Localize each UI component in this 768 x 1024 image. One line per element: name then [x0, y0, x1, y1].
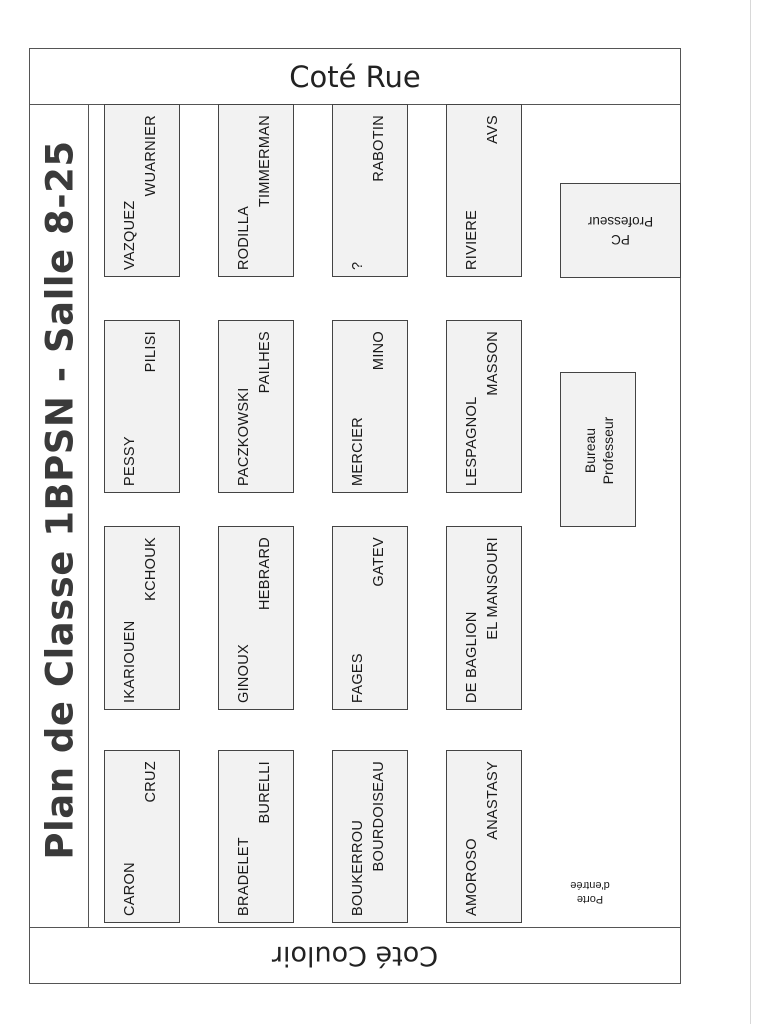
desk-name-1: IKARIOUEN: [122, 620, 138, 703]
title-divider: [88, 104, 89, 927]
desk-6: [218, 320, 294, 493]
desk-12: [332, 750, 408, 923]
desk-name-1: VAZQUEZ: [122, 200, 138, 270]
desk-name-2: RABOTIN: [371, 115, 387, 182]
desk-name-2: AVS: [485, 115, 501, 144]
desk-name-2: BURELLI: [257, 761, 273, 824]
desk-15: [446, 526, 522, 710]
desk-name-2: MASSON: [485, 331, 501, 396]
desk-3: [104, 526, 180, 710]
desk-name-1: BRADELET: [236, 837, 252, 916]
teacher-pc-line1: PC: [611, 232, 630, 248]
desk-name-2: CRUZ: [143, 761, 159, 803]
desk-2: [104, 320, 180, 493]
desk-name-1: LESPAGNOL: [464, 396, 480, 486]
teacher-desk-line1: Bureau: [582, 427, 598, 474]
desk-name-1: PESSY: [122, 436, 138, 486]
desk-name-1: DE BAGLION: [464, 611, 480, 703]
desk-name-1: FAGES: [350, 653, 366, 703]
desk-name-1: BOUKERROU: [350, 819, 366, 916]
desk-5: [218, 104, 294, 277]
desk-name-2: PAILHES: [257, 331, 273, 394]
desk-name-1: ?: [350, 261, 366, 270]
desk-name-2: EL MANSOURI: [485, 537, 501, 640]
teacher-pc-line2: Professeur: [587, 214, 654, 230]
desk-9: [332, 104, 408, 277]
desk-11: [332, 526, 408, 710]
desk-7: [218, 526, 294, 710]
desk-name-2: ANASTASY: [485, 761, 501, 840]
desk-name-2: TIMMERMAN: [257, 115, 273, 208]
desk-16: [446, 750, 522, 923]
door-line2: d'entrée: [570, 879, 610, 891]
desk-name-1: MERCIER: [350, 417, 366, 486]
desk-name-2: MINO: [371, 331, 387, 371]
desk-name-2: HEBRARD: [257, 537, 273, 610]
desk-name-2: WUARNIER: [143, 115, 159, 197]
desk-1: [104, 104, 180, 277]
desk-name-1: CARON: [122, 862, 138, 916]
desk-8: [218, 750, 294, 923]
entrance-door: [540, 872, 640, 912]
desk-4: [104, 750, 180, 923]
desk-name-1: PACZKOWSKI: [236, 387, 252, 486]
desk-13: [446, 104, 522, 277]
desk-name-1: RIVIERE: [464, 209, 480, 270]
teacher-desk-line2: Professeur: [600, 416, 616, 485]
street-side-label: Coté Rue: [289, 60, 421, 94]
desk-name-2: GATEV: [371, 537, 387, 587]
door-line1: Porte: [576, 893, 604, 905]
desk-name-1: RODILLA: [236, 205, 252, 270]
teacher-desk: [560, 372, 636, 527]
teacher-pc: [560, 183, 681, 278]
desk-name-2: KCHOUK: [143, 537, 159, 601]
desk-name-1: AMOROSO: [464, 838, 480, 916]
desk-name-2: BOURDOISEAU: [371, 761, 387, 872]
page-edge: [750, 0, 751, 1024]
page-title: Plan de Classe 1BPSN - Salle 8-25: [38, 140, 82, 860]
desk-10: [332, 320, 408, 493]
desk-name-1: GINOUX: [236, 644, 252, 703]
desk-14: [446, 320, 522, 493]
corridor-side-label: Coté Couloir: [271, 940, 439, 971]
desk-name-2: PILISI: [143, 331, 159, 373]
